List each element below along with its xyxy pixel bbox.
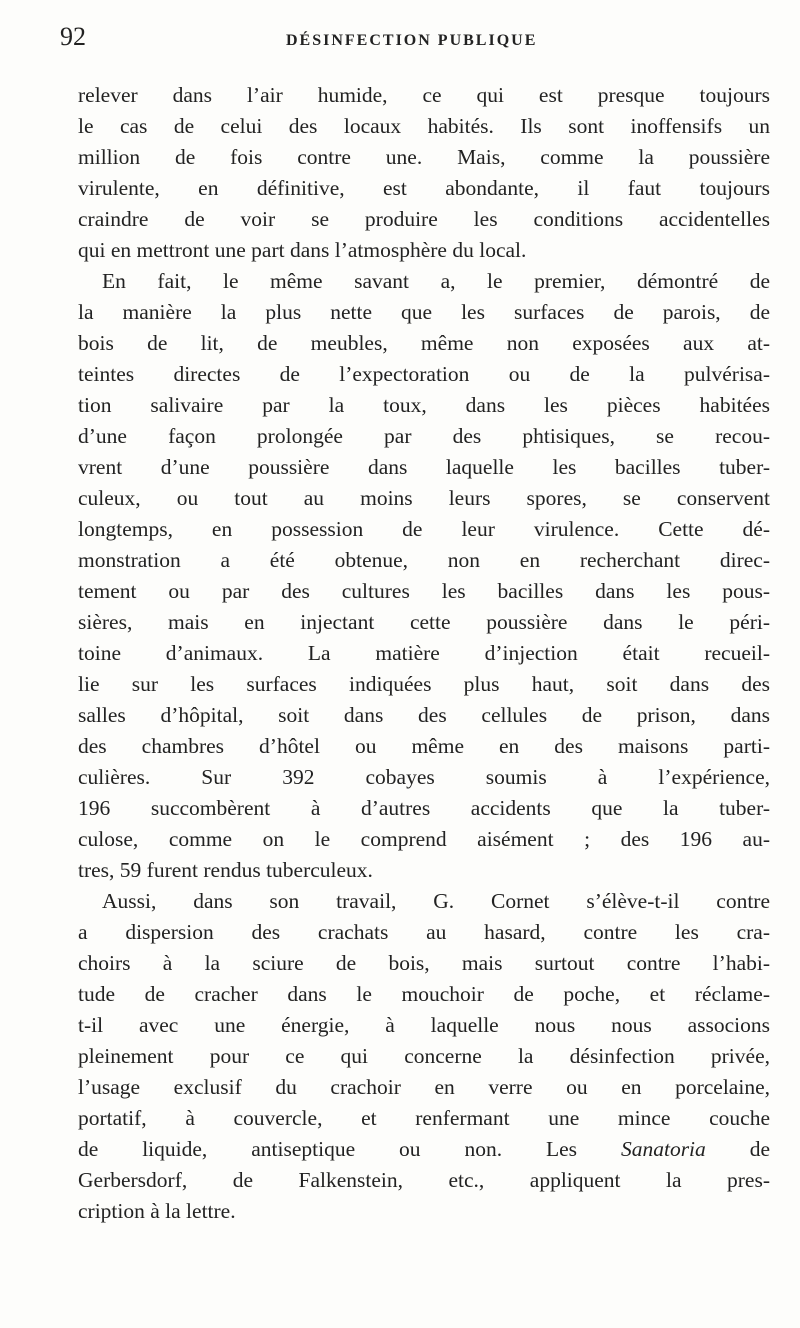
text-line: tement ou par des cultures les bacilles dans les pous- bbox=[78, 579, 770, 603]
text-line: relever dans l’air humide, ce qui est presque toujours bbox=[78, 83, 770, 107]
running-title: DÉSINFECTION PUBLIQUE bbox=[286, 32, 538, 49]
text-line: toine d’animaux. La matière d’injection était recueil- bbox=[78, 641, 770, 665]
text-line: a dispersion des crachats au hasard, contre les cra- bbox=[78, 920, 770, 944]
text-line: En fait, le même savant a, le premier, démontré de bbox=[102, 269, 770, 293]
text-line: cription à la lettre. bbox=[78, 1199, 236, 1223]
italic-term: Sanatoria bbox=[620, 1137, 706, 1161]
text-segment: de liquide, antiseptique ou non. Les bbox=[78, 1137, 621, 1161]
text-line: portatif, à couvercle, et renfermant une mince couche bbox=[78, 1106, 770, 1130]
text-line: l’usage exclusif du crachoir en verre ou en porcelaine, bbox=[78, 1075, 770, 1099]
text-line: 196 succombèrent à d’autres accidents que la tuber- bbox=[78, 796, 770, 820]
page-number: 92 bbox=[60, 22, 86, 51]
text-line: Aussi, dans son travail, G. Cornet s’élève-t-il contre bbox=[102, 889, 770, 913]
text-line: million de fois contre une. Mais, comme la poussière bbox=[78, 145, 770, 169]
text-line: tres, 59 furent rendus tuberculeux. bbox=[78, 858, 373, 882]
text-line: Gerbersdorf, de Falkenstein, etc., appliquent la pres- bbox=[78, 1168, 770, 1192]
text-line: qui en mettront une part dans l’atmosphère du local. bbox=[78, 238, 527, 262]
text-line-mixed bbox=[78, 1134, 770, 1165]
text-line: bois de lit, de meubles, même non exposées aux at- bbox=[78, 331, 770, 355]
text-line: culeux, ou tout au moins leurs spores, se conservent bbox=[78, 486, 770, 510]
text-line: monstration a été obtenue, non en recherchant direc- bbox=[78, 548, 770, 572]
body-text bbox=[78, 80, 770, 1227]
text-line: des chambres d’hôtel ou même en des maisons parti- bbox=[78, 734, 770, 758]
text-line: sières, mais en injectant cette poussière dans le péri- bbox=[78, 610, 770, 634]
text-line: choirs à la sciure de bois, mais surtout contre l’habi- bbox=[78, 951, 770, 975]
text-line: craindre de voir se produire les conditions accidentelles bbox=[78, 207, 770, 231]
page-header bbox=[60, 22, 780, 62]
text-line: le cas de celui des locaux habités. Ils sont inoffensifs un bbox=[78, 114, 770, 138]
text-line: tion salivaire par la toux, dans les pièces habitées bbox=[78, 393, 770, 417]
text-line: culières. Sur 392 cobayes soumis à l’expérience, bbox=[78, 765, 770, 789]
text-line: la manière la plus nette que les surfaces de parois, de bbox=[78, 300, 770, 324]
text-line: lie sur les surfaces indiquées plus haut, soit dans des bbox=[78, 672, 770, 696]
text-line: pleinement pour ce qui concerne la désinfection privée, bbox=[78, 1044, 770, 1068]
text-line: t-il avec une énergie, à laquelle nous nous associons bbox=[78, 1013, 770, 1037]
text-line: longtemps, en possession de leur virulence. Cette dé- bbox=[78, 517, 770, 541]
text-line: salles d’hôpital, soit dans des cellules de prison, dans bbox=[78, 703, 770, 727]
text-line: teintes directes de l’expectoration ou de la pulvérisa- bbox=[78, 362, 770, 386]
text-line: tude de cracher dans le mouchoir de poche, et réclame- bbox=[78, 982, 770, 1006]
text-line: culose, comme on le comprend aisément ; des 196 au- bbox=[78, 827, 770, 851]
text-line: virulente, en définitive, est abondante, il faut toujours bbox=[78, 176, 770, 200]
text-segment: de bbox=[705, 1137, 770, 1161]
text-line: d’une façon prolongée par des phtisiques, se recou- bbox=[78, 424, 770, 448]
text-line: vrent d’une poussière dans laquelle les bacilles tuber- bbox=[78, 455, 770, 479]
